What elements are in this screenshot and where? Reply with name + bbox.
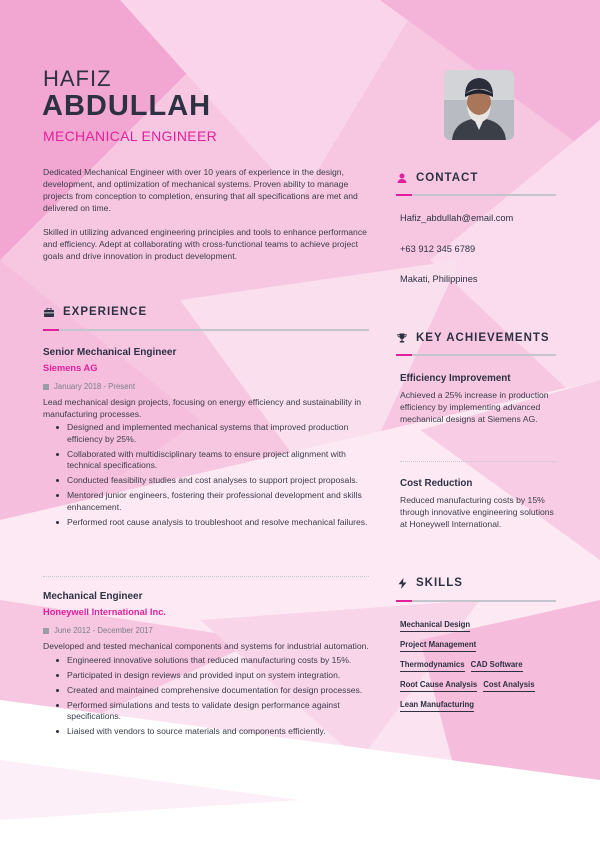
contact-email[interactable]: Hafiz_abdullah@email.com [400, 213, 514, 223]
job-bullet: Engineered innovative solutions that reduced manufacturing costs by 15%. [67, 655, 373, 667]
job-company: Siemens AG [43, 363, 98, 373]
job-description: Lead mechanical design projects, focusing on energy efficiency and sustainability in manufacturing processes. [43, 397, 362, 419]
job-bullets [43, 422, 373, 528]
job-company: Honeywell International Inc. [43, 607, 166, 617]
achievement-title: Cost Reduction [400, 478, 473, 489]
briefcase-icon [43, 306, 55, 318]
job-bullet: Liaised with vendors to source materials and components efficiently. [67, 726, 373, 738]
job-bullet: Performed root cause analysis to troubleshoot and resolve mechanical failures. [67, 517, 373, 529]
experience-heading [43, 306, 147, 318]
summary-paragraph: Skilled in utilizing advanced engineering principles and tools to enhance performance and efficiency. Adept at collaborating with cross-functional teams to achieve project goals and drive innovation in product development. [43, 227, 367, 261]
job-bullet: Participated in design reviews and provided input on system integration. [67, 670, 373, 682]
contact-heading-label: CONTACT [416, 172, 479, 184]
job-bullet: Collaborated with multidisciplinary teams to ensure project alignment with technical specifications. [67, 449, 373, 472]
job-dates-text: January 2018 - Present [54, 382, 136, 391]
skills-heading [396, 577, 463, 589]
achievement-title: Efficiency Improvement [400, 373, 511, 384]
skills-list [400, 620, 560, 720]
job-bullet: Designed and implemented mechanical systems that improved production efficiency by 25%. [67, 422, 373, 445]
skill-tag: Root Cause Analysis [400, 680, 477, 692]
skill-tag: Lean Manufacturing [400, 700, 474, 712]
skill-row [400, 640, 560, 652]
person-icon [396, 172, 408, 184]
job-dates [43, 382, 373, 391]
skill-tag: Mechanical Design [400, 620, 470, 632]
job-dates-text: June 2012 - December 2017 [54, 626, 153, 635]
job-dates [43, 626, 373, 635]
job-title: MECHANICAL ENGINEER [43, 128, 217, 144]
lightning-icon [396, 577, 408, 589]
job-role: Senior Mechanical Engineer [43, 347, 177, 358]
job-bullet: Created and maintained comprehensive documentation for design processes. [67, 685, 373, 697]
achievements-rule [396, 354, 556, 356]
job-bullets [43, 655, 373, 738]
contact-heading [396, 172, 478, 184]
achievement-item [400, 478, 560, 530]
job-entry [43, 591, 373, 741]
skills-heading-label: SKILLS [416, 577, 463, 589]
experience-heading-label: EXPERIENCE [63, 306, 148, 318]
last-name: ABDULLAH [42, 90, 212, 122]
job-role: Mechanical Engineer [43, 591, 143, 602]
job-bullet: Conducted feasibility studies and cost analyses to support project proposals. [67, 475, 373, 487]
skill-row [400, 700, 560, 712]
achievements-heading-label: KEY ACHIEVEMENTS [416, 332, 550, 344]
job-divider [43, 576, 369, 577]
job-description: Developed and tested mechanical components and systems for industrial automation. [43, 641, 369, 651]
skill-tag: Cost Analysis [483, 680, 534, 692]
skill-tag: Thermodynamics [400, 660, 465, 672]
skill-tag: Project Management [400, 640, 476, 652]
summary [43, 166, 373, 274]
contact-rule [396, 194, 556, 196]
experience-rule [43, 329, 369, 331]
calendar-icon [43, 628, 49, 634]
skill-row [400, 660, 560, 672]
summary-paragraph: Dedicated Mechanical Engineer with over 10 years of experience in the design, development, and optimization of mechanical systems. Proven ability to manage projects from conception to completion, ensuring that all specifications are met and delivered on time. [43, 167, 358, 213]
achievement-description: Achieved a 25% increase in production efficiency by implementing advanced mechanical designs at Siemens AG. [400, 390, 549, 424]
skill-row [400, 620, 560, 632]
job-entry [43, 347, 373, 532]
profile-photo [444, 70, 514, 140]
skills-rule [396, 600, 556, 602]
contact-location: Makati, Philippines [400, 274, 478, 284]
achievements-heading [396, 332, 550, 344]
skill-row [400, 680, 560, 692]
first-name: HAFIZ [43, 66, 112, 91]
achievement-item [400, 373, 560, 425]
trophy-icon [396, 332, 408, 344]
achievement-divider [400, 461, 556, 462]
achievement-description: Reduced manufacturing costs by 15% through innovative engineering solutions at Honeywell International. [400, 495, 554, 529]
skill-tag: CAD Software [471, 660, 523, 672]
calendar-icon [43, 384, 49, 390]
contact-phone[interactable]: +63 912 345 6789 [400, 244, 476, 254]
job-bullet: Mentored junior engineers, fostering their professional development and skills enhancement. [67, 490, 373, 513]
job-bullet: Performed simulations and tests to validate design performance against specifications. [67, 700, 373, 723]
